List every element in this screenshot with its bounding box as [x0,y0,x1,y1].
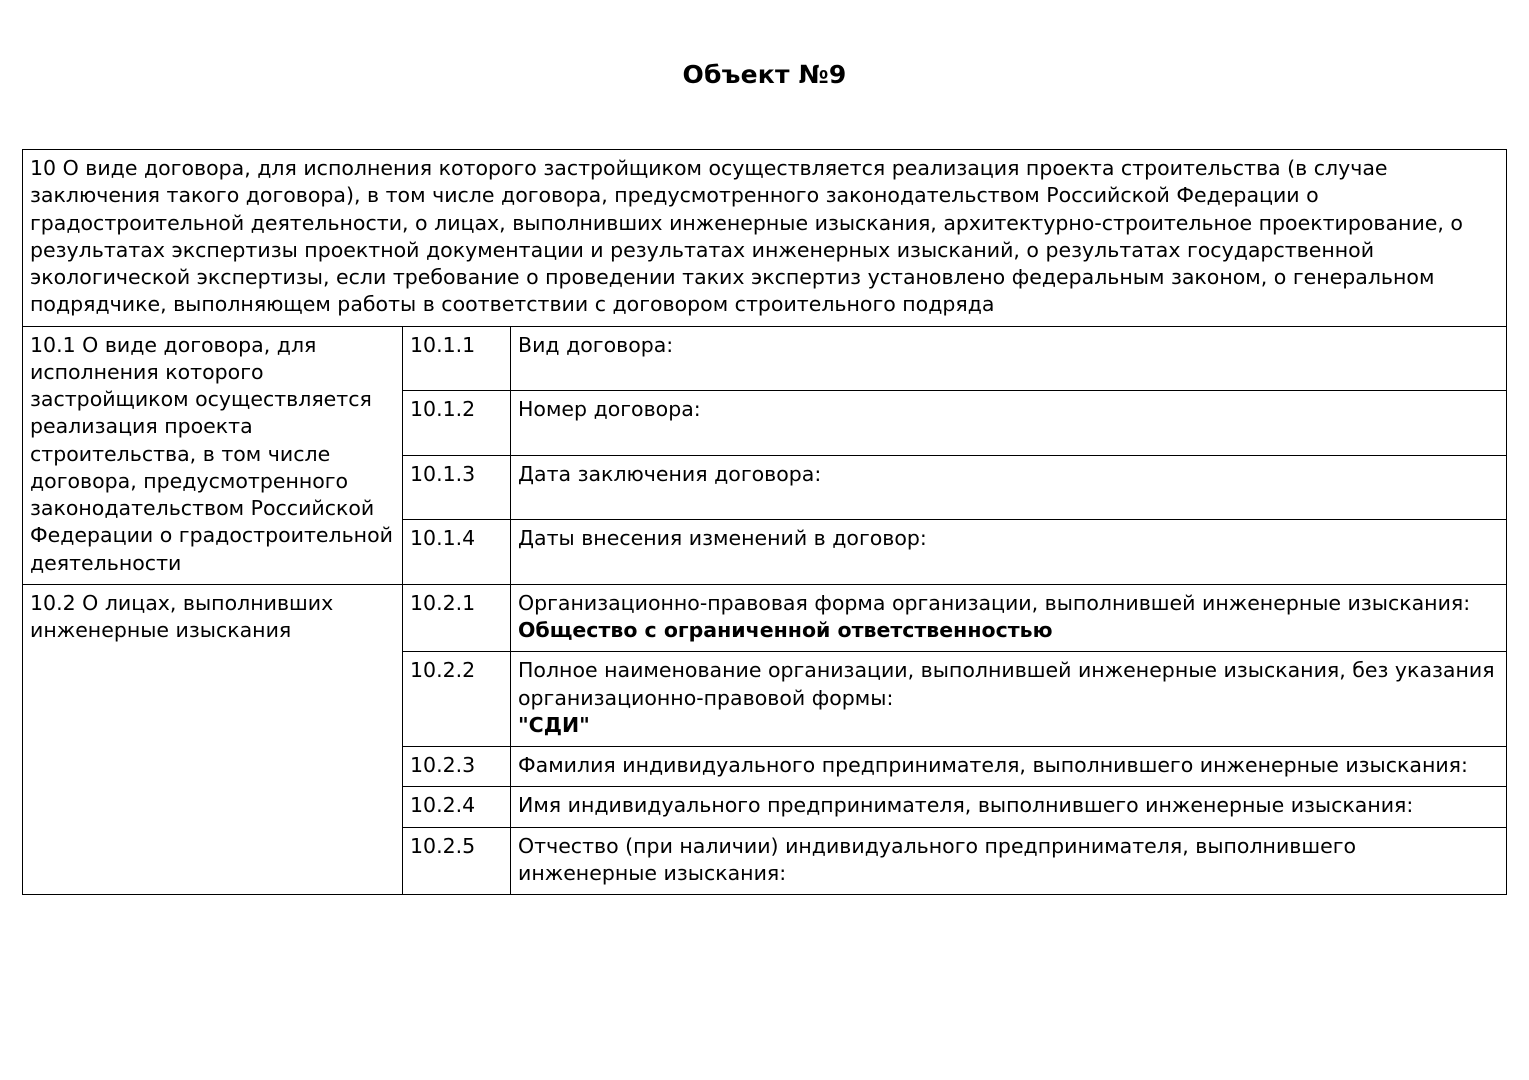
row-code: 10.2.4 [403,787,511,827]
row-label: Организационно-правовая форма организации, выполнившей инженерные изыскания: [518,590,1471,615]
declaration-table [22,149,1507,895]
row-content [511,827,1507,895]
row-label: Фамилия индивидуального предпринимателя, выполнившего инженерные изыскания: [518,753,1468,777]
table-row [23,326,1507,391]
row-label: Вид договора: [518,332,674,357]
section-heading: 10 О виде договора, для исполнения которого застройщиком осуществляется реализация проекта строительства (в случае заключения такого договора), в том числе договора, предусмотренного законодательством Российской Федерации о градостроительной деятельности, о лицах, выполнивших инженерные изыскания, архитектурно-строительное проектирование, о результатах экспертизы проектной документации и результатах инженерных изысканий, о результатах государственной экологической экспертизы, если требование о проведении таких экспертиз установлено федеральным законом, о генеральном подрядчике, выполняющем работы в соответствии с договором строительного подряда [23,150,1507,327]
row-content [511,520,1507,585]
row-code: 10.1.1 [403,326,511,391]
group-label-10-1: 10.1 О виде договора, для исполнения которого застройщиком осуществляется реализация проекта строительства, в том числе договора, предусмотренного законодательством Российской Федерации о градостроительной деятельности [23,326,403,584]
row-label: Имя индивидуального предпринимателя, выполнившего инженерные изыскания: [518,793,1414,818]
row-code: 10.2.5 [403,827,511,895]
row-content [511,584,1507,652]
table-row [23,584,1507,652]
row-value: Общество с ограниченной ответственностью [518,618,1053,642]
group-label-10-2: 10.2 О лицах, выполнивших инженерные изыскания [23,584,403,894]
row-label: Полное наименование организации, выполнившей инженерные изыскания, без указания организационно-правовой формы: [518,658,1495,710]
row-label: Номер договора: [518,397,701,422]
row-label: Отчество (при наличии) индивидуального предпринимателя, выполнившего инженерные изыскания: [518,833,1357,885]
row-code: 10.1.2 [403,391,511,456]
row-content [511,391,1507,456]
row-code: 10.2.1 [403,584,511,652]
row-code: 10.1.3 [403,455,511,520]
row-code: 10.1.4 [403,520,511,585]
row-content [511,787,1507,827]
table-row-section-header [23,150,1507,327]
row-label: Дата заключения договора: [518,461,822,486]
row-content [511,455,1507,520]
row-value: "СДИ" [518,712,590,737]
row-code: 10.2.3 [403,747,511,787]
row-content [511,326,1507,391]
row-content [511,747,1507,787]
page-title: Объект №9 [682,60,847,89]
row-label: Даты внесения изменений в договор: [518,526,927,551]
row-code: 10.2.2 [403,652,511,747]
row-content [511,652,1507,747]
